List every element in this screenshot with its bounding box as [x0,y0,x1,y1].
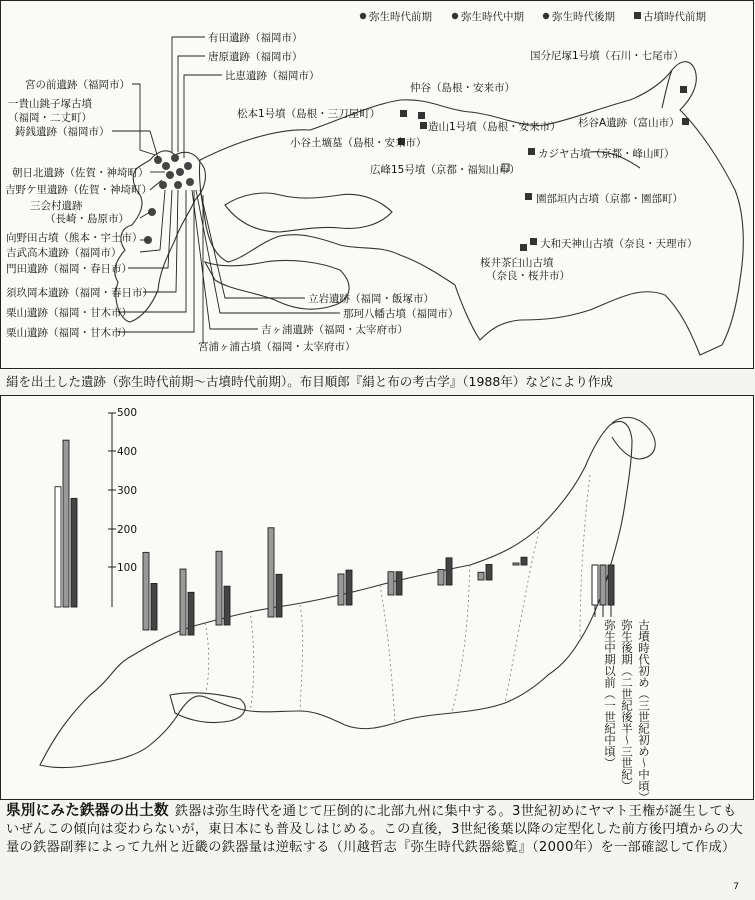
bar-四国-2 [224,586,230,625]
site-label: 鋳銭遺跡（福岡市） [15,126,110,138]
caption-body: 鉄器は弥生時代を通じて圧倒的に北部九州に集中する。3世紀初めにヤマト王権が誕生してもいぜんこの傾向は変わらないが，東日本にも普及しはじめる。この直後，3世紀後葉以降の定型化した前方後円墳からの大量の鉄器副葬によって九州と近畿の鉄器量は逆転する（川越哲志『弥生時代鉄器総覧』（2000年）を一部確認して作成） [6,804,744,855]
bottom-legend [592,565,651,800]
site-label: 須玖岡本遺跡（福岡・春日市） [6,287,153,299]
legend-dot-icon [360,13,366,19]
bar-中国東部-1 [268,528,274,617]
prefecture-boundaries [205,475,590,723]
site-label: 比恵遺跡（福岡市） [225,70,320,82]
site-label: 園部垣内古墳（京都・園部町） [536,193,683,205]
bar-中国西部-1 [180,569,186,635]
axis-tick-label: 500 [117,407,138,419]
site-label: 小谷土壙墓（島根・安来市） [290,137,427,149]
bar-近畿-2 [346,570,352,605]
legend-label: 古墳時代前期 [643,11,706,23]
site-label: 栗山遺跡（福岡・甘木市） [6,307,132,319]
bar-東北-2 [521,557,527,565]
site-label: 三会村遺跡 [30,200,83,212]
bar-九州北部-1 [63,440,69,607]
site-label: 仲谷（島根・安来市） [410,82,515,94]
bar-九州北部-2 [71,498,77,607]
site-label: 吉ヶ浦遺跡（福岡・太宰府市） [261,324,408,336]
site-label: 唐原遺跡（福岡市） [208,51,303,63]
site-label: 大和天神山古墳（奈良・天理市） [540,238,698,250]
page-number: 7 [733,882,739,892]
bar-北陸-2 [396,572,402,595]
bar-四国-1 [216,551,222,625]
site-label: 桜井茶臼山古墳 [480,257,554,269]
site-label: 那珂八幡古墳（福岡市） [343,308,459,320]
bar-中国東部-2 [276,574,282,617]
iron-tools-caption [6,802,746,857]
site-label: カジヤ古墳（京都・峰山町） [538,148,675,160]
bar-中国西部-2 [188,592,194,635]
legend-square-icon [634,12,641,19]
bar-groups [55,440,527,635]
site-label: 吉武高木遺跡（福岡市） [6,247,122,259]
legend-swatch-icon [608,565,614,605]
bar-北陸-1 [388,572,394,595]
site-label: 吉野ケ里遺跡（佐賀・神埼町） [5,184,152,196]
bar-九州南部-2 [151,583,157,630]
top-legend [360,10,707,23]
site-label: 門田遺跡（福岡・春日市） [6,263,132,275]
site-label: 宮の前遺跡（福岡市） [25,79,130,91]
silk-map-caption: 絹を出土した遺跡（弥生時代前期～古墳時代前期）。布目順郎『絹と布の考古学』（1988年）などにより作成 [6,374,613,389]
site-label: （長崎・島原市） [45,213,129,225]
y-axis [108,407,137,607]
caption-heading: 県別にみた鉄器の出土数 [6,803,169,819]
legend-dot-icon [543,13,549,19]
legend-label: 弥生時代中期 [461,11,524,23]
site-label: 一貴山銚子塚古墳 [8,98,92,110]
bar-関東-2 [486,564,492,580]
legend-dot-icon [452,13,458,19]
site-label: 広峰15号墳（京都・福知山市） [370,164,520,176]
legend-label: 弥生時代前期 [369,11,432,23]
axis-tick-label: 200 [117,524,138,536]
legend-swatch-icon [600,565,606,605]
site-label: 国分尼塚1号墳（石川・七尾市） [530,50,684,62]
bar-近畿-1 [338,574,344,605]
legend-label: 弥生時代後期 [552,11,615,23]
axis-tick-label: 300 [117,485,138,497]
axis-tick-label: 400 [117,446,138,458]
site-label: （奈良・桜井市） [486,270,570,282]
site-label: 立岩遺跡（福岡・飯塚市） [308,293,434,305]
site-label: 栗山遺跡（福岡・甘木市） [6,327,132,339]
site-label: 有田遺跡（福岡市） [208,32,303,44]
site-label: 朝日北遺跡（佐賀・神埼町） [12,167,149,179]
site-label: 造山1号墳（島根・安来市） [428,121,561,133]
bar-東北-1 [513,563,519,565]
legend-label: 弥生中期以前（一世紀中頃） [603,619,617,769]
site-label: 向野田古墳（熊本・宇土市） [6,232,143,244]
bar-九州北部-0 [55,487,61,607]
legend-swatch-icon [592,565,598,605]
silk-sites-map [0,0,755,370]
bar-関東-1 [478,572,484,580]
silk-sites-map-svg [0,0,755,370]
legend-label: 古墳時代初め（三世紀初め～中頃） [637,619,651,800]
site-label: 宮浦ヶ浦古墳（福岡・太宰府市） [198,341,356,353]
site-label: 松本1号墳（島根・三刀屋町） [237,108,381,120]
bar-九州南部-1 [143,552,149,630]
axis-tick-label: 100 [117,562,138,574]
site-label: 杉谷A遺跡（富山市） [578,117,680,129]
iron-tools-chart-svg [0,395,755,800]
bar-東海-1 [438,569,444,585]
legend-label: 弥生後期（二世紀後半～三世紀） [620,619,634,792]
iron-tools-map [0,395,755,800]
site-labels [5,31,698,353]
bar-東海-2 [446,558,452,585]
site-label: （福岡・二丈町） [8,112,92,124]
